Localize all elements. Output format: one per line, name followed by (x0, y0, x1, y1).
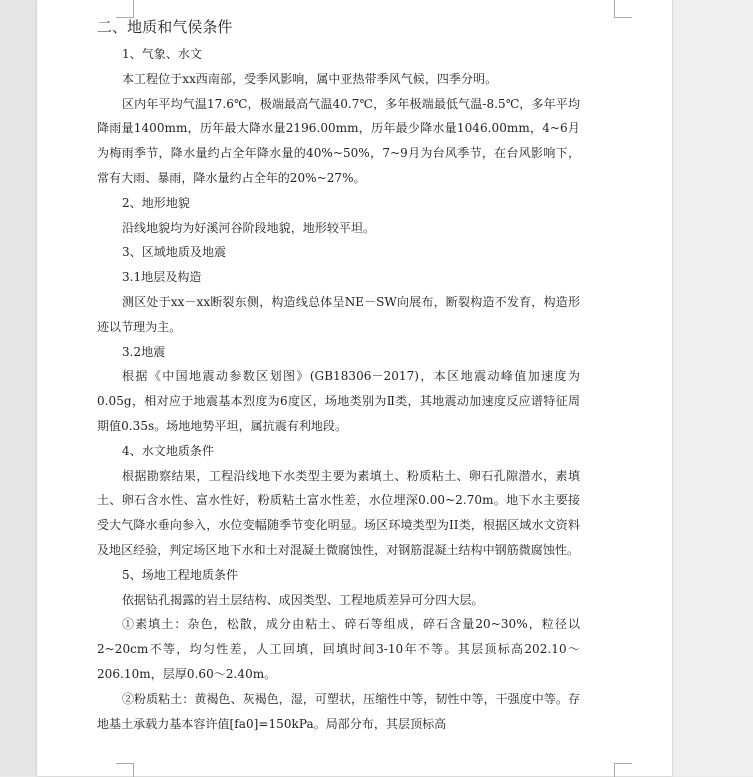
subheading-weather: 1、气象、水文 (122, 47, 202, 61)
paragraph: 沿线地貌均为好溪河谷阶段地貌，地形较平坦。 (122, 220, 376, 235)
section-heading: 二、地质和气侯条件 (97, 18, 233, 36)
crop-mark-bottom-right (614, 763, 632, 777)
document-body[interactable] (97, 14, 580, 736)
subheading-hydrogeology: 4、水文地质条件 (122, 443, 215, 458)
crop-mark-top-right (614, 0, 632, 18)
paragraph: 根据《中国地震动参数区划图》(GB18306－2017)，本区地震动峰值加速度为0.05g，相对应于地震基本烈度为6度区，场地类别为Ⅱ类，其地震动加速度反应谱特征周期值0.35s。场地地势平坦，属抗震有利地段。 (97, 369, 580, 433)
subheading-strata: 3.1地层及构造 (122, 270, 202, 285)
crop-mark-bottom-left (116, 763, 134, 777)
paragraph: ②粉质粘土：黄褐色、灰褐色，湿，可塑状，压缩性中等，韧性中等，干强度中等。存地基土承载力基本容许值[fa0]=150kPa。局部分布，其层顶标高 (97, 691, 580, 731)
paragraph: 本工程位于xx西南部，受季风影响，属中亚热带季风气候，四季分明。 (122, 71, 498, 86)
right-background (673, 0, 753, 776)
paragraph: 区内年平均气温17.6℃，极端最高气温40.7℃，多年极端最低气温-8.5℃，多年平均降雨量1400mm，历年最大降水量2196.00mm，历年最少降水量1046.00mm，4~6月为梅雨季节，降水量约占全年降水量的40%~50%，7~9月为台风季节，在台风影响下，常有大雨、暴雨，降水量约占全年的20%~27%。 (97, 96, 580, 185)
paragraph: 依据钻孔揭露的岩土层结构、成因类型、工程地质差异可分四大层。 (122, 592, 484, 607)
subheading-regional-geology: 3、区域地质及地震 (122, 245, 227, 260)
paragraph: 测区处于xx－xx断裂东侧，构造线总体呈NE－SW向展布，断裂构造不发育，构造形迹以节理为主。 (97, 294, 580, 334)
subheading-engineering-geology: 5、场地工程地质条件 (122, 567, 239, 582)
left-gutter (0, 0, 37, 776)
paragraph: 根据勘察结果，工程沿线地下水类型主要为素填土、粉质粘土、卵石孔隙潜水，素填土、卵石含水性、富水性好，粉质粘土富水性差，水位埋深0.00~2.70m。地下水主要接受大气降水垂向参入，水位变幅随季节变化明显。场区环境类型为II类，根据区域水文资料及地区经验，判定场区地下水和土对混凝土微腐蚀性，对钢筋混凝土结构中钢筋微腐蚀性。 (97, 468, 580, 557)
paragraph: ①素填土：杂色，松散，成分由粘土、碎石等组成，碎石含量20~30%，粒径以2~20cm不等，均匀性差，人工回填，回填时间3-10年不等。其层顶标高202.10～206.10m，层厚0.60～2.40m。 (97, 617, 580, 681)
subheading-earthquake: 3.2地震 (122, 344, 166, 359)
subheading-terrain: 2、地形地貌 (122, 195, 190, 210)
